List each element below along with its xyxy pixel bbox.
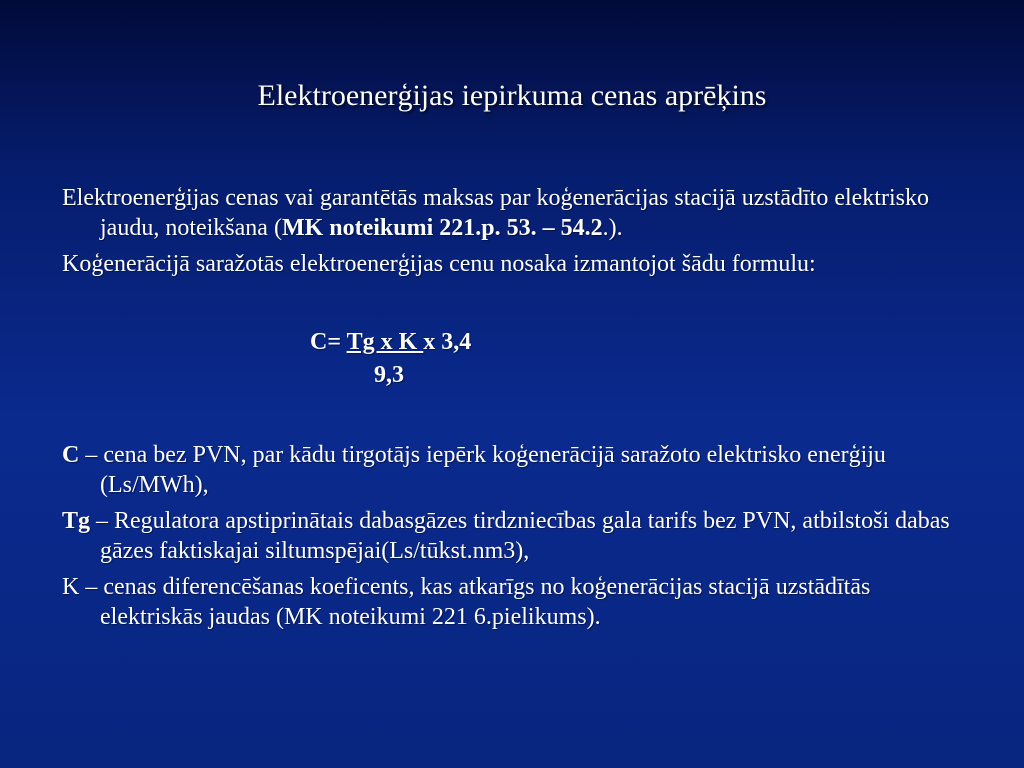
formula-denominator: 9,3 <box>374 362 404 388</box>
definition-tg <box>62 506 962 566</box>
intro-1-text: Elektroenerģijas cenas vai garantētās maksas par koģenerācijas stacijā uzstādīto elektrisko jaudu, noteikšana ( <box>62 185 929 241</box>
formula-lhs: C= <box>310 329 342 355</box>
formula-numerator-underlined: Tg x K <box>346 329 424 355</box>
intro-paragraph-2: Koģenerācijā saražotās elektroenerģijas cenu nosaka izmantojot šādu formulu: <box>62 251 816 277</box>
regulation-reference: MK noteikumi 221.p. 53. – 54.2 <box>281 215 603 241</box>
intro-1-end: .). <box>602 215 623 241</box>
formula-numerator <box>310 327 471 357</box>
definition-text: – Regulatora apstiprinātais dabasgāzes tirdzniecības gala tarifs bez PVN, atbilstoši dabas gāzes faktiskajai siltumspējai(Ls/tūkst.nm3), <box>90 508 950 564</box>
price-formula <box>310 327 471 390</box>
definition-text: K – cenas diferencēšanas koeficents, kas atkarīgs no koģenerācijas stacijā uzstādītās elektriskās jaudas (MK noteikumi 221 6.pielikums). <box>62 574 871 630</box>
intro-paragraph-1 <box>62 183 962 243</box>
formula-numerator-rest: x 3,4 <box>423 329 472 355</box>
definition-term: Tg <box>62 508 91 534</box>
definition-c <box>62 440 962 500</box>
definitions-list <box>62 440 962 638</box>
definition-term: C <box>62 442 80 468</box>
definition-text: – cena bez PVN, par kādu tirgotājs iepērk koģenerācijā saražoto elektrisko enerģiju (Ls/MWh), <box>79 442 886 498</box>
slide-title: Elektroenerģijas iepirkuma cenas aprēķins <box>257 79 767 112</box>
intro-text <box>62 183 962 285</box>
definition-k <box>62 572 962 632</box>
